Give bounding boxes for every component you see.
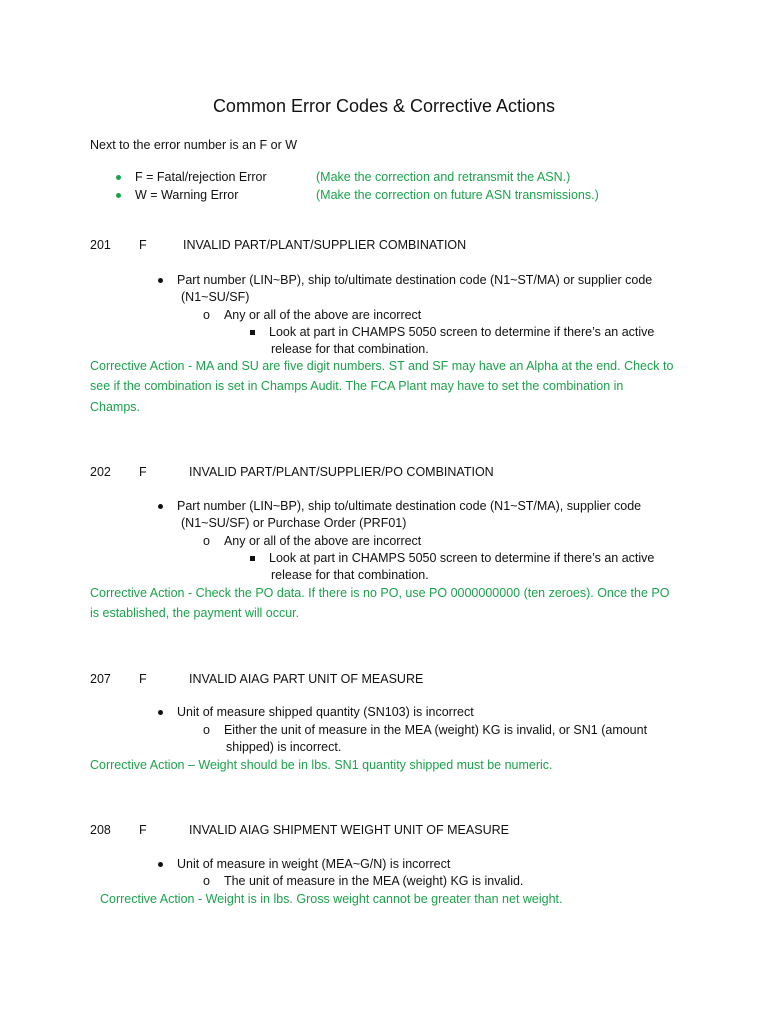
legend-label: F = Fatal/rejection Error <box>135 170 267 184</box>
bullet-icon <box>158 504 163 509</box>
bullet-item <box>158 856 450 873</box>
sub-bullet <box>203 873 523 890</box>
sub-sub-bullet <box>250 550 654 567</box>
bullet-icon <box>158 862 163 867</box>
legend-item-warning <box>116 187 238 204</box>
bullet-item <box>158 498 641 515</box>
error-type: F <box>139 238 147 252</box>
sub-bullet <box>203 722 647 739</box>
error-name: INVALID AIAG SHIPMENT WEIGHT UNIT OF MEASURE <box>189 823 509 837</box>
circle-bullet-icon: o <box>203 723 210 737</box>
circle-bullet-icon: o <box>203 874 210 888</box>
error-name: INVALID PART/PLANT/SUPPLIER/PO COMBINATION <box>189 465 494 479</box>
bullet-icon <box>158 710 163 715</box>
bullet-text: Part number (LIN~BP), ship to/ultimate destination code (N1~ST/MA), supplier code <box>177 499 642 513</box>
legend-label: W = Warning Error <box>135 188 239 202</box>
bullet-item <box>158 272 652 289</box>
circle-bullet-icon: o <box>203 534 210 548</box>
bullet-text: Unit of measure in weight (MEA~G/N) is incorrect <box>177 857 451 871</box>
sub-bullet-text-cont: shipped) is incorrect. <box>226 740 342 754</box>
corrective-action: Corrective Action - Weight is in lbs. Gross weight cannot be greater than net weight. <box>100 892 563 906</box>
sub-sub-bullet-text-cont: release for that combination. <box>271 568 429 582</box>
bullet-text: Part number (LIN~BP), ship to/ultimate destination code (N1~ST/MA) or supplier code <box>177 273 653 287</box>
error-type: F <box>139 465 147 479</box>
square-bullet-icon <box>250 556 255 561</box>
sub-bullet-text: Either the unit of measure in the MEA (weight) KG is invalid, or SN1 (amount <box>223 723 648 737</box>
error-type: F <box>139 823 147 837</box>
error-name: INVALID PART/PLANT/SUPPLIER COMBINATION <box>183 238 467 252</box>
error-type: F <box>139 672 147 686</box>
bullet-text-cont: (N1~SU/SF) <box>181 290 250 304</box>
bullet-text-cont: (N1~SU/SF) or Purchase Order (PRF01) <box>181 516 407 530</box>
legend-note-fatal: (Make the correction and retransmit the ASN.) <box>316 170 571 184</box>
legend-note-warning: (Make the correction on future ASN transmissions.) <box>316 188 599 202</box>
sub-bullet-text: Any or all of the above are incorrect <box>223 308 422 322</box>
corrective-action: Corrective Action - Check the PO data. If there is no PO, use PO 0000000000 (ten zeroes). Once the PO <box>90 586 670 600</box>
sub-bullet <box>203 533 421 550</box>
legend-item-fatal <box>116 169 267 186</box>
corrective-action: Corrective Action – Weight should be in lbs. SN1 quantity shipped must be numeric. <box>90 758 553 772</box>
corrective-action: Corrective Action - MA and SU are five digit numbers. ST and SF may have an Alpha at the end. Check to <box>90 359 674 373</box>
corrective-action-cont: Champs. <box>90 400 141 414</box>
bullet-icon <box>116 193 121 198</box>
corrective-action-cont: is established, the payment will occur. <box>90 606 300 620</box>
bullet-icon <box>116 175 121 180</box>
error-code: 207 <box>90 672 111 686</box>
error-code: 201 <box>90 238 111 252</box>
sub-bullet-text: Any or all of the above are incorrect <box>223 534 422 548</box>
sub-sub-bullet <box>250 324 654 341</box>
sub-bullet <box>203 307 421 324</box>
bullet-icon <box>158 278 163 283</box>
intro-text: Next to the error number is an F or W <box>90 138 298 152</box>
corrective-action-cont: see if the combination is set in Champs Audit. The FCA Plant may have to set the combination in <box>90 379 624 393</box>
error-code: 202 <box>90 465 111 479</box>
circle-bullet-icon: o <box>203 308 210 322</box>
square-bullet-icon <box>250 330 255 335</box>
sub-sub-bullet-text: Look at part in CHAMPS 5050 screen to determine if there’s an active <box>269 551 655 565</box>
sub-bullet-text: The unit of measure in the MEA (weight) KG is invalid. <box>223 874 524 888</box>
page-title: Common Error Codes & Corrective Actions <box>212 96 556 116</box>
sub-sub-bullet-text-cont: release for that combination. <box>271 342 429 356</box>
bullet-text: Unit of measure shipped quantity (SN103) is incorrect <box>177 705 474 719</box>
error-name: INVALID AIAG PART UNIT OF MEASURE <box>189 672 424 686</box>
error-code: 208 <box>90 823 111 837</box>
bullet-item <box>158 704 474 721</box>
sub-sub-bullet-text: Look at part in CHAMPS 5050 screen to determine if there’s an active <box>269 325 655 339</box>
